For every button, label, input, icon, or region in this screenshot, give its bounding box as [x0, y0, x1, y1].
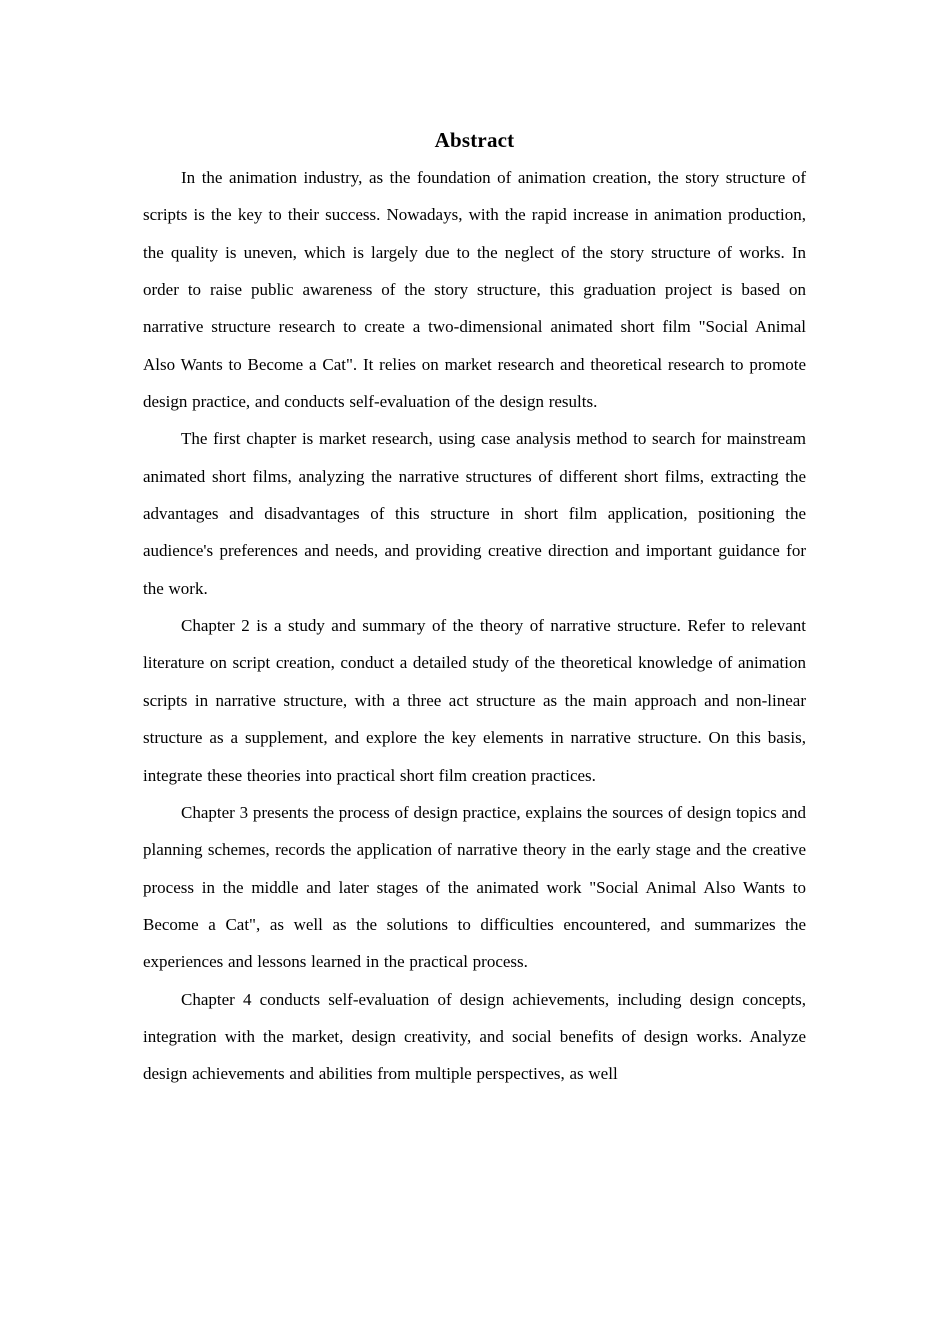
abstract-paragraph-5: Chapter 4 conducts self-evaluation of design achievements, including design concepts, integration with the market, design creativity, and social benefits of design works. Analyze design achievements and abilities from multiple perspectives, as well — [143, 989, 806, 1084]
abstract-paragraph-2: The first chapter is market research, using case analysis method to search for mainstream animated short films, analyzing the narrative structures of different short films, extracting the advantages and disadvantages of this structure in short film application, positioning the audience's preferences and needs, and providing creative direction and important guidance for the work. — [143, 429, 806, 598]
page-title: Abstract — [434, 128, 515, 152]
abstract-paragraph-4: Chapter 3 presents the process of design practice, explains the sources of design topics and planning schemes, records the application of narrative theory in the early stage and the creative process in the middle and later stages of the animated work "Social Animal Also Wants to Become a Cat", as well as the solutions to difficulties encountered, and summarizes the experiences and lessons learned in the practical process. — [143, 802, 806, 972]
abstract-paragraph-3: Chapter 2 is a study and summary of the theory of narrative structure. Refer to relevant literature on script creation, conduct a detailed study of the theoretical knowledge of animation scripts in narrative structure, with a three act structure as the main approach and non-linear structure as a supplement, and explore the key elements in narrative structure. On this basis, integrate these theories into practical short film creation practices. — [143, 616, 806, 785]
abstract-paragraph-1: In the animation industry, as the foundation of animation creation, the story structure of scripts is the key to their success. Nowadays, with the rapid increase in animation production, the quality is uneven, which is largely due to the neglect of the story structure of works. In order to raise public awareness of the story structure, this graduation project is based on narrative structure research to create a two-dimensional animated short film "Social Animal Also Wants to Become a Cat". It relies on market research and theoretical research to promote design practice, and conducts self-evaluation of the design results. — [143, 168, 806, 412]
